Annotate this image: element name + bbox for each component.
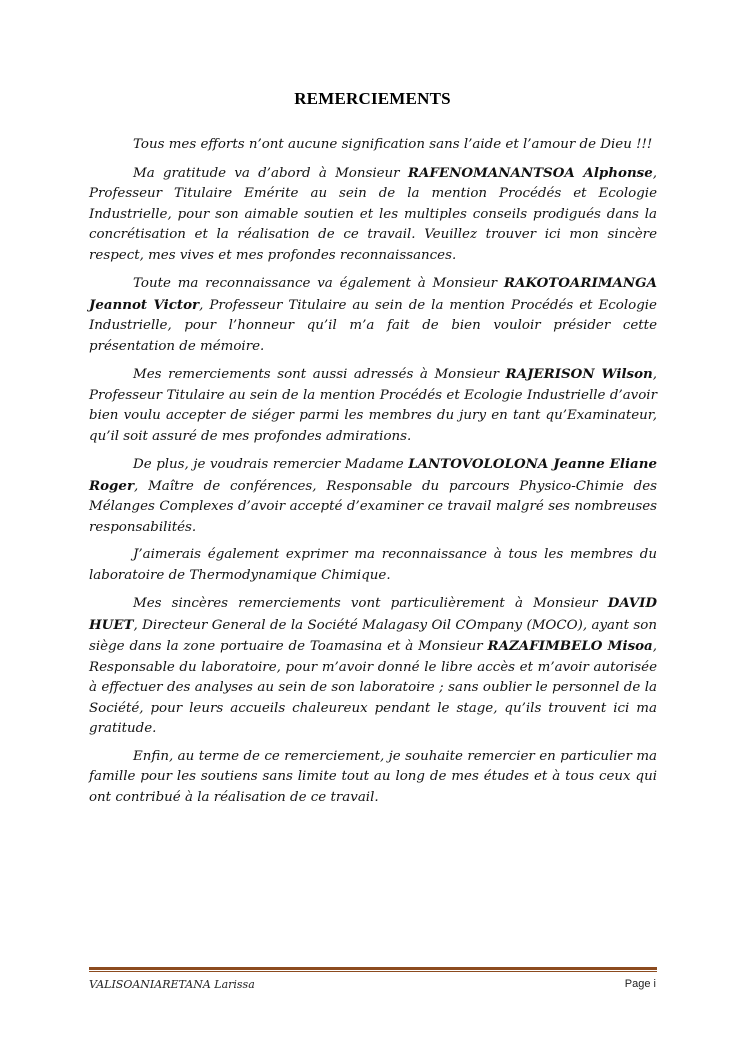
paragraph-text: , Directeur General de la Société Malagasy Oil COmpany (MOCO), ayant son siège dans la zone portuaire de Toamasina et à Monsieur (89, 617, 657, 654)
person-name: RAFENOMANANTSOA Alphonse (407, 164, 653, 181)
paragraph-text: Tous mes efforts n’ont aucune signification sans l’aide et l’amour de Dieu !!! (133, 137, 653, 152)
paragraph-8 (89, 747, 657, 809)
paragraph-3 (89, 273, 657, 357)
person-name: RAJERISON Wilson (505, 366, 653, 382)
footer-page-number: Page i (624, 978, 656, 990)
paragraph-2 (89, 163, 657, 267)
person-name: LANTOVOLOLONA Jeanne Eliane Roger (89, 456, 657, 494)
paragraph-6 (89, 545, 657, 586)
paragraph-text: Mes sincères remerciements vont particulièrement à Monsieur (133, 596, 608, 611)
person-name: RAKOTOARIMANGA Jeannot Victor (89, 275, 657, 313)
paragraph-text: , Responsable du laboratoire, pour m’avoir donné le libre accès et m’avoir autorisée à effectuer des analyses au sein de son laboratoire ; sans oublier le personnel de la Société, pour leurs accueils chaleureux pendant le stage, qu’ils trouvent ici ma gratitude. (89, 639, 657, 736)
paragraph-4 (89, 364, 657, 447)
acknowledgements-body (89, 135, 657, 815)
paragraph-text: , Professeur Titulaire au sein de la mention Procédés et Ecologie Industrielle d’avoir bien voulu accepter de siéger parmi les membres du jury en tant qu’Examinateur, qu’il soit assuré de mes profondes admirations. (89, 367, 657, 444)
footer-author: VALISOANIARETANA Larissa (89, 978, 255, 991)
paragraph-5 (89, 454, 657, 538)
paragraph-text: , Professeur Titulaire Emérite au sein de la mention Procédés et Ecologie Industrielle, pour son aimable soutien et les multiples conseils prodigués dans la concrétisation et la réalisation de ce travail. Veuillez trouver ici mon sincère respect, mes vives et mes profondes reconnaissances. (89, 165, 657, 263)
paragraph-1 (89, 135, 657, 156)
paragraph-text: Enfin, au terme de ce remerciement, je souhaite remercier en particulier ma famille pour les soutiens sans limite tout au long de mes études et à tous ceux qui ont contribué à la réalisation de ce travail. (89, 748, 657, 805)
person-name: RAZAFIMBELO Misoa (487, 638, 653, 654)
paragraph-text: , Professeur Titulaire au sein de la mention Procédés et Ecologie Industrielle, pour l’honneur qu’il m’a fait de bien vouloir présider cette présentation de mémoire. (89, 297, 657, 354)
paragraph-text: Ma gratitude va d’abord à Monsieur (133, 165, 408, 181)
person-name: DAVID HUET (89, 595, 657, 633)
footer-rule-thick (89, 967, 657, 970)
paragraph-text: J’aimerais également exprimer ma reconnaissance à tous les membres du laboratoire de Thermodynamique Chimique. (89, 547, 657, 583)
footer-rule-thin (89, 971, 657, 972)
paragraph-text: Toute ma reconnaissance va également à Monsieur (133, 276, 504, 291)
paragraph-text: De plus, je voudrais remercier Madame (133, 457, 409, 472)
paragraph-7 (89, 593, 657, 740)
paragraph-text: , Maître de conférences, Responsable du parcours Physico-Chimie des Mélanges Complexes d’avoir accepté d’examiner ce travail malgré ses nombreuses responsabilités. (89, 478, 657, 535)
page-title: REMERCIEMENTS (294, 89, 451, 108)
paragraph-text: Mes remerciements sont aussi adressés à Monsieur (133, 367, 506, 382)
